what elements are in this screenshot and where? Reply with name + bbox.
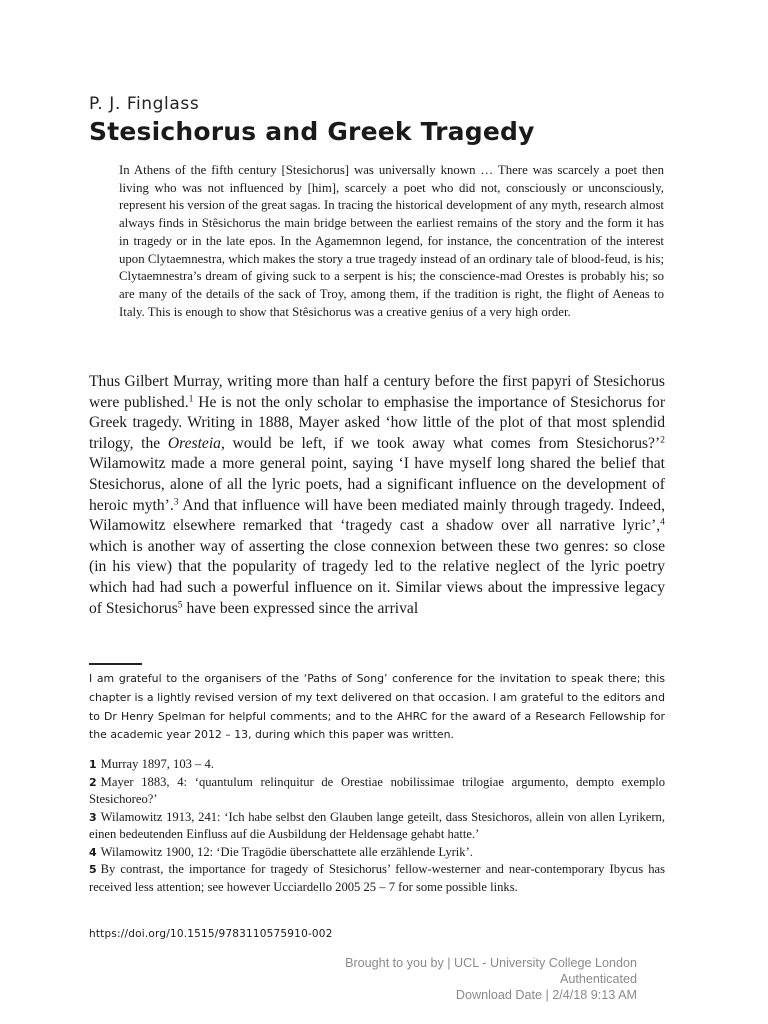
acknowledgement-note: I am grateful to the organisers of the ‘Paths of Song’ conference for the invitation to speak there; this chapter is a lightly revised version of my text delivered on that occasion. I am grateful to the editors and to Dr Henry Spelman for helpful comments; and to the AHRC for the award of a Research Fellowship for the academic year 2012 – 13, during which this paper was written.: [89, 672, 665, 742]
footnote-ref-4[interactable]: 4: [660, 516, 665, 528]
author-name: P. J. Finglass: [89, 94, 200, 114]
footnote-number: 2: [89, 775, 97, 789]
footer-line-provider: Brought to you by | UCL - University College London: [345, 956, 637, 970]
footnote-number: 3: [89, 810, 97, 824]
footnote-text: By contrast, the importance for tragedy of Stesichorus’ fellow-westerner and near-contemporary Ibycus has received less attention; see however Ucciardello 2005 25 – 7 for some possible links.: [89, 862, 665, 894]
footnote-item: [89, 809, 665, 844]
body-text-2: He is not the only scholar to emphasise the importance of Stesichorus for Greek tragedy. Writing in 1888, Mayer asked ‘how little of the plot of that most splendid trilogy, the: [89, 393, 666, 452]
footnote-number: 5: [89, 863, 97, 876]
epigraph-quote: In Athens of the fifth century [Stesichorus] was universally known … There was scarcely a poet then living who was not influenced by [him], scarcely a poet who did not, consciously or unconsciously, represent his version of the great sagas. In tracing the historical development of any myth, research almost always finds in Stêsichorus the main bridge between the earliest remains of the story and the form it has in tragedy or in the late epos. In the Agamemnon legend, for instance, the concentration of the interest upon Clytaemnestra, which makes the story a true tragedy instead of an ordinary tale of blood-feud, is his; Clytaemnestra’s dream of giving suck to a serpent is his; the conscience-mad Orestes is probably his; so are many of the details of the sack of Troy, among them, if the tradition is right, the flight of Aeneas to Italy. This is enough to show that Stêsichorus was a creative genius of a very high order.: [119, 163, 664, 319]
body-text-3: Wilamowitz made a more general point, saying ‘I have myself long shared the belief that Stesichorus, alone of all the lyric poets, had a significant influence on the development of heroic myth’.: [89, 455, 665, 514]
footnote-text: Mayer 1883, 4: ‘quantulum relinquitur de Orestiae nobilissimae trilogiae argumento, dempto exemplo Stesichoreo?’: [89, 774, 665, 806]
footnote-ref-3[interactable]: 3: [173, 496, 179, 508]
footnote-number: 4: [89, 845, 97, 859]
footnote-item: [89, 861, 665, 896]
body-text-4: And that influence will have been mediated mainly through tragedy. Indeed, Wilamowitz elsewhere remarked that ‘tragedy cast a shadow over all narrative lyric’,: [89, 496, 665, 535]
body-text-6: have been expressed since the arrival: [182, 599, 419, 617]
footnote-number: 1: [89, 758, 97, 771]
footnote-divider: [89, 663, 142, 665]
download-footer: [345, 956, 637, 1003]
footnotes-list: [89, 756, 665, 896]
body-italic-oresteia: Oresteia: [167, 434, 221, 452]
footnote-text: Wilamowitz 1913, 241: ‘Ich habe selbst den Glauben lange geteilt, dass Stesichoros, allein von allen Lyrikern, einen bedeutenden Einfluss auf die Ausbildung der Heldensage gehabt hatte.’: [89, 809, 665, 841]
body-text-1: Thus Gilbert Murray, writing more than half a century before the first papyri of Stesichorus were published.: [89, 373, 665, 411]
footer-line-auth: Authenticated: [559, 971, 637, 986]
footnote-text: Murray 1897, 103 – 4.: [100, 757, 214, 771]
footnote-ref-5[interactable]: 5: [177, 599, 183, 611]
doi-link[interactable]: https://doi.org/10.1515/9783110575910-002: [89, 928, 333, 940]
body-paragraph: [89, 372, 665, 619]
footnote-text: Wilamowitz 1900, 12: ‘Die Tragödie überschattete alle erzählende Lyrik’.: [100, 844, 473, 859]
footnote-item: [89, 774, 665, 809]
footnote-ref-1[interactable]: 1: [188, 393, 194, 405]
footnote-item: [89, 844, 665, 862]
body-text-2-end: , would be left, if we took away what comes from Stesichorus?’: [220, 434, 661, 452]
footnote-item: [89, 756, 665, 774]
chapter-title: Stesichorus and Greek Tragedy: [89, 117, 535, 146]
footnote-ref-2[interactable]: 2: [660, 434, 665, 446]
footer-line-date: Download Date | 2/4/18 9:13 AM: [455, 987, 637, 1002]
body-text-5: which is another way of asserting the close connexion between these two genres: so close (in his view) that the popularity of tragedy led to the relative neglect of the lyric poetry which had had such a powerful influence on it. Similar views about the impressive legacy of Stesichorus: [89, 537, 665, 617]
